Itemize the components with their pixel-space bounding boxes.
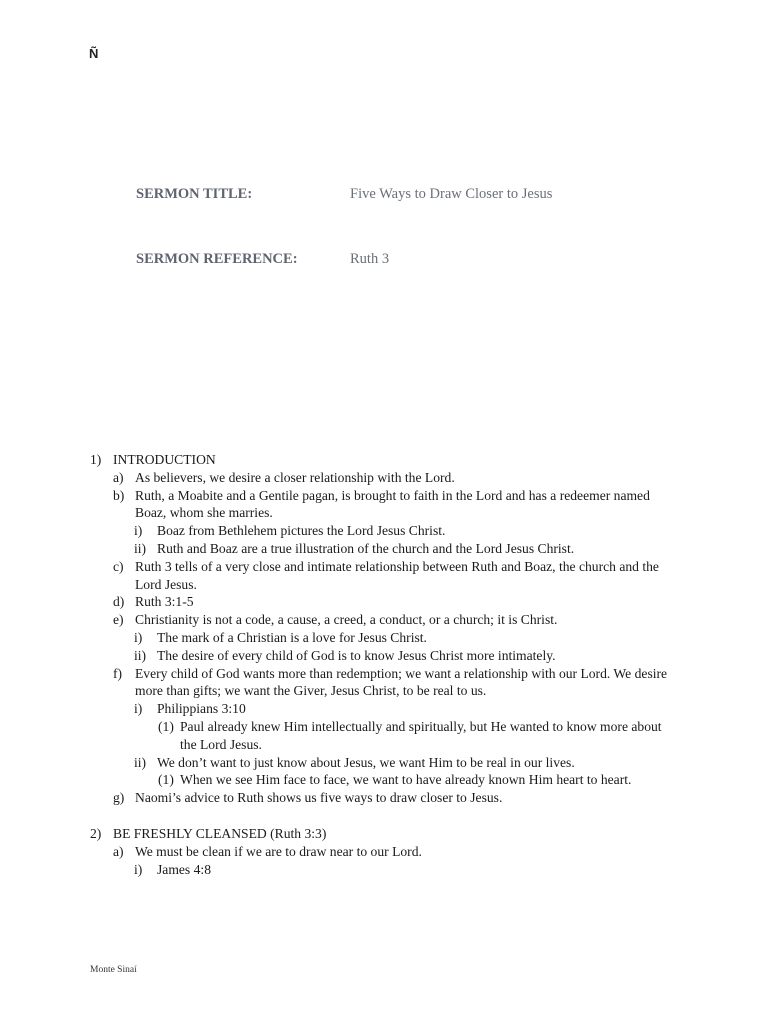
outline-number: i) bbox=[134, 523, 143, 539]
outline-text: Every child of God wants more than redemption; we want a relationship with our Lord. We desire more than gifts; we want the Giver, Jesus Christ, to be real to us. bbox=[135, 665, 668, 699]
outline-number: e) bbox=[113, 612, 124, 628]
outline-text: INTRODUCTION bbox=[113, 452, 216, 467]
outline-text: Ruth and Boaz are a true illustration of the church and the Lord Jesus Christ. bbox=[157, 540, 575, 556]
outline-number: g) bbox=[113, 790, 125, 806]
outline-item bbox=[90, 861, 680, 879]
outline-number: (1) bbox=[158, 718, 174, 734]
outline-text: Naomi’s advice to Ruth shows us five ways to draw closer to Jesus. bbox=[135, 790, 503, 806]
outline-item bbox=[90, 593, 680, 611]
sermon-reference-value: Ruth 3 bbox=[350, 251, 390, 267]
outline-item bbox=[90, 629, 680, 647]
outline-number: d) bbox=[113, 594, 125, 610]
outline-number: c) bbox=[113, 558, 124, 574]
outline-number: a) bbox=[113, 469, 124, 485]
outline-item bbox=[90, 789, 680, 807]
sermon-reference-label: SERMON REFERENCE: bbox=[136, 251, 298, 267]
outline-item bbox=[90, 487, 680, 523]
outline-number: 1) bbox=[90, 452, 102, 467]
outline-number: ii) bbox=[134, 540, 147, 556]
outline-number: i) bbox=[134, 629, 143, 645]
outline-item bbox=[90, 540, 680, 558]
outline-number: f) bbox=[113, 665, 123, 681]
outline-number: ii) bbox=[134, 647, 147, 663]
sermon-title-label: SERMON TITLE: bbox=[136, 186, 253, 202]
outline-number: b) bbox=[113, 487, 125, 503]
outline-item bbox=[90, 558, 680, 594]
outline-text: We don’t want to just know about Jesus, we want Him to be real in our lives. bbox=[157, 754, 575, 770]
outline-item bbox=[90, 843, 680, 861]
outline-text: We must be clean if we are to draw near to our Lord. bbox=[135, 843, 422, 859]
outline-item bbox=[90, 665, 680, 701]
outline-item bbox=[90, 771, 680, 789]
sermon-title-value: Five Ways to Draw Closer to Jesus bbox=[350, 186, 553, 202]
outline-number: i) bbox=[134, 701, 143, 717]
outline-text: When we see Him face to face, we want to have already known Him heart to heart. bbox=[180, 772, 632, 788]
outline-text: Ruth, a Moabite and a Gentile pagan, is brought to faith in the Lord and has a redeemer named Boaz, whom she marries. bbox=[135, 487, 650, 521]
section-gap bbox=[90, 807, 680, 825]
outline-text: James 4:8 bbox=[157, 861, 211, 877]
outline-item bbox=[90, 451, 680, 469]
outline-number: a) bbox=[113, 843, 124, 859]
outline-item bbox=[90, 647, 680, 665]
outline-item bbox=[90, 825, 680, 843]
outline-text: The mark of a Christian is a love for Jesus Christ. bbox=[157, 629, 427, 645]
outline-text: Ruth 3:1-5 bbox=[135, 594, 194, 610]
outline-item bbox=[90, 522, 680, 540]
outline-text: BE FRESHLY CLEANSED (Ruth 3:3) bbox=[113, 825, 327, 841]
outline-text: The desire of every child of God is to know Jesus Christ more intimately. bbox=[157, 647, 556, 663]
outline-text: As believers, we desire a closer relationship with the Lord. bbox=[135, 469, 455, 485]
footer-text: Monte Sinaí bbox=[90, 965, 137, 975]
outline-item bbox=[90, 469, 680, 487]
outline-text: Boaz from Bethlehem pictures the Lord Jesus Christ. bbox=[157, 523, 446, 539]
outline-number: (1) bbox=[158, 772, 174, 788]
outline-item bbox=[90, 718, 680, 754]
outline-text: Christianity is not a code, a cause, a creed, a conduct, or a church; it is Christ. bbox=[135, 612, 558, 628]
outline-number: 2) bbox=[90, 825, 102, 841]
corner-mark: Ñ bbox=[89, 46, 99, 61]
outline-text: Paul already knew Him intellectually and spiritually, but He wanted to know more about the Lord Jesus. bbox=[180, 718, 662, 752]
outline-text: Philippians 3:10 bbox=[157, 701, 246, 717]
outline-text: Ruth 3 tells of a very close and intimate relationship between Ruth and Boaz, the church and the Lord Jesus. bbox=[135, 558, 659, 592]
outline-number: i) bbox=[134, 861, 143, 877]
outline-item bbox=[90, 611, 680, 629]
sermon-outline bbox=[90, 451, 680, 878]
outline-item bbox=[90, 700, 680, 718]
outline-number: ii) bbox=[134, 754, 147, 770]
outline-item bbox=[90, 754, 680, 772]
